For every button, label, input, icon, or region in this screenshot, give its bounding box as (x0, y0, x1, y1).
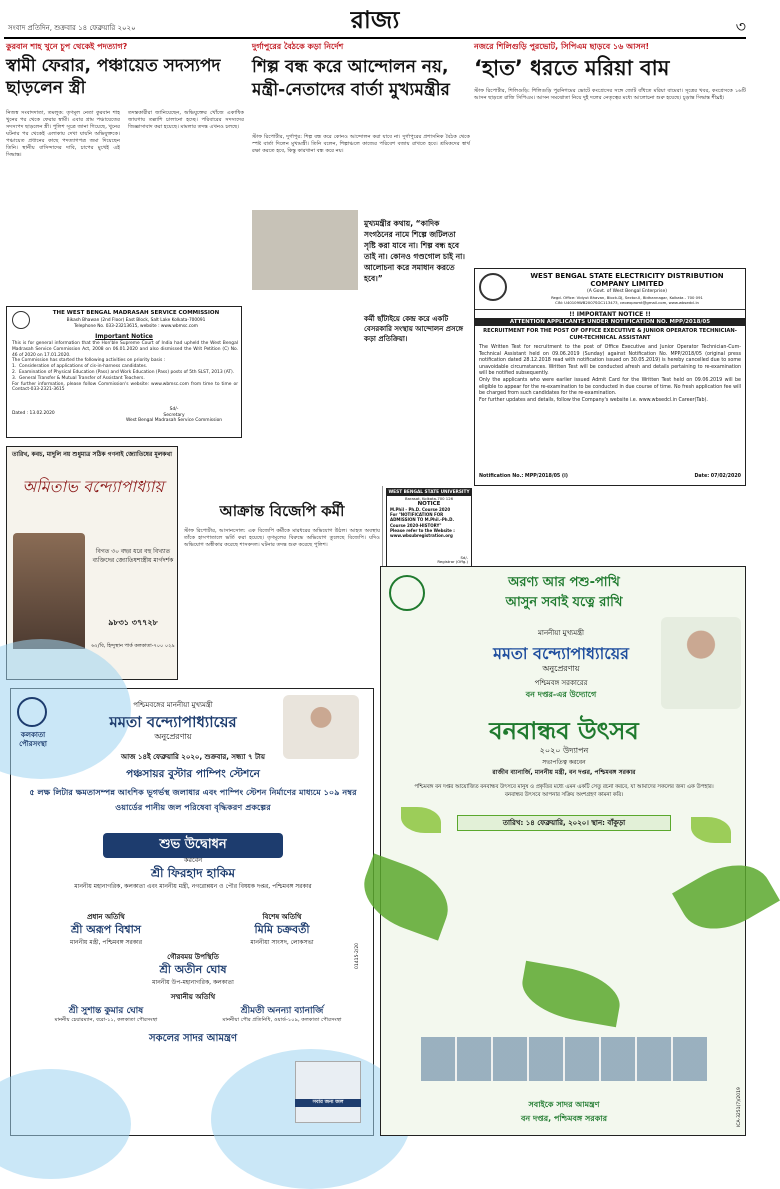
govt-seal-icon (389, 575, 425, 611)
ad-chief-role: মাননীয় মন্ত্রী, পশ্চিমবঙ্গ সরকার (69, 939, 143, 946)
notice-sign: Sd/- Secretary West Bengal Madrasah Service Commission (125, 407, 223, 423)
seal-icon (12, 311, 30, 329)
ad-inspire: অনুপ্রেরণায় (154, 732, 192, 741)
cm-photo (283, 695, 359, 759)
notice-attention: ATTENTION APPLICANTS UNDER NOTIFICATION NO. MPP/2018/05 (475, 318, 745, 326)
ad-inaugurate: শুভ উদ্বোধন (103, 833, 283, 858)
notice-body: The Written Test for recruitment to the post of Office Executive and Junior Operator Technician-Cum-Technical Assistant held on 09.06.2019 (Sunday) against Notification No. MPP/2018/05 (original press notification dated 28.12.2018 read with notification issued on 30.05.2019) is hereby cancelled due to some unavoidable circumstances. Written Test will be conducted afresh and details pertaining to re-examination will be notified subsequently. Only the applicants who were earlier issued Admit Card for the Written Test held on 09.06.2019 will be eligible to appear for the re-examination to be conducted in due course of time. No fresh application fee will be charged from such candidates for the re-examination. For further updates and details, follow the Company's website i.e. www.wbsedcl.in Career(Tab). (479, 345, 741, 403)
ad-honoured-1-role: মাননীয় চেয়ারম্যান, বরো-১১, কলকাতা পৌরসংস্থা (54, 1017, 158, 1023)
notice-sub: (A Govt. of West Bengal Enterprise) (587, 289, 667, 294)
astro-address: ৬২/বি, হিন্দুস্থান পার্ক কলকাতা-৭০০ ০২৯ (91, 643, 175, 649)
ad-chief-label: প্রধান অতিথি (87, 913, 125, 921)
ad-special: মিমি চক্রবর্তী (254, 923, 310, 936)
story-body: নিজস্ব সংবাদদাতা, তমলুক: তৃণমূল নেতা কুরবান শাহ খুনের পর থেকে ফেরার স্বামী। এবার গ্রাম পঞ্চায়েতের সদস্যপদ ছাড়লেন স্ত্রী। পুলিশ সূত্রে জানা গিয়েছে, খুনের ঘটনার পর থেকেই এলাকায় দেখা যায়নি অভিযুক্তকে। পঞ্চায়েত প্রধানের কাছে পদত্যাগপত্র জমা দিয়েছেন তিনি। স্থানীয় বাসিন্দাদের দাবি, চাপের মুখেই এই সিদ্ধান্ত। (6, 110, 122, 158)
ad-presides-label: সভাপতিত্ব করবেন (542, 759, 586, 766)
ad-venue: পঞ্চসায়র বুস্টার পাম্পিং স্টেশনে (126, 768, 260, 780)
notice-banner: !! IMPORTANT NOTICE !! (475, 309, 745, 318)
story-photo (252, 210, 358, 290)
story-resignation (6, 42, 246, 304)
forest-slogan-2: আসুন সবাই যত্নে রাখি (505, 595, 623, 610)
story-body: তদন্তকারীরা জানিয়েছেন, অভিযুক্তের খোঁজে একাধিক জায়গায় তল্লাশি চালানো হচ্ছে। পরিবারের সদস্যদের জিজ্ঞাসাবাদ করা হয়েছে। মামলার তদন্ত এখনও চলছে। (128, 110, 246, 130)
wbsedcl-logo-icon (479, 273, 507, 301)
notice-body: This is for general information that the Hon'ble Supreme Court of India had upheld the West Bengal Madrasah Service Commission Act, 2008 on 06.01.2020 and also dismissed the Writ Petition (C) No. 46 of 2020 on 17.01.2020. The Commission has started the following activities on priority basis : 1. Consideration of applications of cis-in-harness candidates. 2. Examination of Physical Education (Pass) and Work Education (Pass) posts of 5th SLST, 2013 (AT). 3. General Transfer & Mutual Transfer of Assistant Teachers. For further information, please follow Commission's website: www.wbmsc.com from time to time or Contact-033-2321-3615 (12, 341, 238, 393)
kmc-org: কলকাতা পৌরসংস্থা (19, 731, 47, 748)
forest-welcome: সবাইকে সাদর আমন্ত্রণ (528, 1100, 600, 1109)
story-pull-quote: মুখ্যমন্ত্রীর কথায়, “কাদিক সংগঠনের নামে শিল্পে জটিলতা সৃষ্টি করা যাবে না। শিল্প বন্ধ হবে তাই না। কোনও গণ্ডগোল চাই না। আলোচনা করে সমাধান করতে হবে।” (364, 219, 465, 283)
astro-phone: ৯৮৩১ ৩৭৭২৮ (108, 618, 158, 627)
ad-mayor: শ্রী ফিরহাদ হাকিম (150, 866, 235, 880)
astro-tagline: তারিখ, কবচ, মাদুলি নয় শুধুমাত্র সঠিক গণনাই জ্যোতিষের মূলকথা (11, 451, 172, 458)
water-logo-text: সবার জন্য জল (295, 1099, 361, 1107)
ad-special-label: বিশেষ অতিথি (262, 913, 302, 921)
ad-honoured-label: সম্মানীয় অতিথি (170, 993, 216, 1001)
forest-event-year: ২০২০ উদ্যাপন (539, 746, 589, 755)
astro-name: অমিতাভ বন্দ্যোপাধ্যায় (22, 477, 164, 496)
kmc-logo-icon (17, 697, 47, 727)
ad-inspire: অনুপ্রেরণায় (542, 664, 580, 673)
university-notice (386, 488, 472, 568)
ad-honoured-2-role: মাননীয়া পৌর প্রতিনিধি, ওয়ার্ড-১০৯, কলকাতা পৌরসংস্থা (222, 1017, 342, 1023)
ad-dept: বন দপ্তর-এর উদ্যোগে (525, 690, 597, 699)
ad-presence: শ্রী অতীন ঘোষ (159, 963, 227, 976)
notice-org: WEST BENGAL STATE ELECTRICITY DISTRIBUTION COMPANY LIMITED (530, 272, 724, 288)
page-header (0, 0, 750, 38)
ad-by: করবেন (183, 856, 203, 864)
story-headline: আক্রান্ত বিজেপি কর্মী (219, 502, 345, 520)
ad-govt: পশ্চিমবঙ্গ সরকারের (534, 679, 588, 687)
notice-address: Regd. Office: Vidyut Bhavan, Block-DJ, Sector-II, Bidhannagar, Kolkata - 700 091 CIN: U40109WB2007SGC113473, ceoexpromt@gmail.com, www.wbsedcl.in (551, 295, 703, 305)
notice-org: THE WEST BENGAL MADRASAH SERVICE COMMISSION (52, 310, 220, 316)
section-title: রাজ্য (350, 6, 400, 34)
ad-special-role: মাননীয়া সাংসদ, লোকসভা (250, 939, 314, 946)
story-headline: ‘হাত’ ধরতে মরিয়া বাম (474, 56, 670, 80)
story-subquote: কর্মী ছাঁটাইয়ে কেন্দ্র করে একটি বেসরকারি সংস্থায় আন্দোলন প্রসঙ্গে কড়া প্রতিক্রিয়া। (364, 315, 464, 343)
notice-body: M.Phil - Ph.D. Course 2020 For "NOTIFICATION FOR ADMISSION TO M.Phil.-Ph.D. Course 2020-HISTORY" Please refer to the Website : www.wbsubregistration.org (390, 507, 455, 539)
notice-address: Bikash Bhawan (2nd Floor) East Block, Salt Lake Kolkata-700091 (66, 318, 206, 323)
astrologer-photo (13, 533, 85, 649)
story-kicker: নজরে শিলিগুড়ি পুরভোট, সিপিএম ছাড়বে ১৬ আসন! (474, 42, 650, 51)
forest-date-venue: তারিখ: ১৪ ফেব্রুয়ারি, ২০২০। স্থান: বাঁকুড়া (457, 815, 671, 831)
header-dateline: সংবাদ প্রতিদিন, শুক্রবার ১৪ ফেব্রুয়ারি ২০২০ (8, 24, 136, 32)
ad-line: পশ্চিমবঙ্গের মাননীয়া মুখ্যমন্ত্রী (133, 701, 213, 709)
story-bjp (184, 486, 380, 682)
ad-presides: রাজীব ব্যানার্জি, মাননীয় মন্ত্রী, বন দপ্তর, পশ্চিমবঙ্গ সরকার (492, 769, 636, 776)
story-headline: শিল্প বন্ধ করে আন্দোলন নয়, মন্ত্রী-নেতাদের বার্তা মুখ্যমন্ত্রীর (252, 57, 450, 100)
ad-when: আজ ১৪ই ফেব্রুয়ারি ২০২০, শুক্রবার, সন্ধ্যা ৭ টায় (121, 753, 265, 761)
story-headline: স্বামী ফেরার, পঞ্চায়েত সদস্যপদ ছাড়লেন স্ত্রী (6, 56, 221, 98)
ad-presence-role: মাননীয় উপ-মহানাগরিক, কলকাতা (152, 979, 234, 986)
notice-org: WEST BENGAL STATE UNIVERSITY (388, 490, 470, 495)
wbsedcl-notice (474, 268, 746, 486)
ad-line: মাননীয়া মুখ্যমন্ত্রী (538, 629, 584, 637)
ad-chief: শ্রী অরূপ বিশ্বাস (70, 923, 142, 936)
notice-title: NOTICE (417, 501, 441, 507)
notice-date: Date: 07/02/2020 (694, 474, 741, 479)
notice-recruitment: RECRUITMENT FOR THE POST OF OFFICE EXECUTIVE & JUNIOR OPERATOR TECHNICIAN-CUM-TECHNICAL ASSISTANT (483, 328, 737, 341)
notice-phone: Telephone No. 033-23213615, website : www.wbmsc.com (74, 324, 198, 329)
ad-code: ICA-3251(7)/2019 (737, 1087, 742, 1127)
forest-collage (421, 1037, 707, 1081)
astro-desc: বিগত ৩০ বছর ধরে বহু বিখ্যাত ব্যক্তিদের জ্যোতিষশাস্ত্রীয় মার্গদর্শক (92, 548, 174, 564)
ad-cm-name: মমতা বন্দ্যোপাধ্যায়ের (109, 713, 237, 731)
ad-mayor-role: মাননীয় মহানাগরিক, কলকাতা এবং মাননীয় মন্ত্রী, নগরোন্নয়ন ও পৌর বিষয়ক দপ্তর, পশ্চিমবঙ্গ সরকার (74, 883, 312, 890)
forest-footer: বন দপ্তর, পশ্চিমবঙ্গ সরকার (520, 1114, 608, 1123)
story-kicker: কুরবান শাহ খুনে চুপ থেকেই পদত্যাগ? (6, 42, 128, 51)
water-logo (295, 1061, 361, 1123)
ad-presence-label: গৌরবময় উপস্থিতি (167, 953, 219, 961)
ad-code: 01415-2/20 (355, 942, 360, 969)
notice-number: Notification No.: MPP/2018/05 (i) (479, 474, 568, 479)
notice-title: Important Notice (95, 333, 153, 340)
story-industry (252, 42, 470, 478)
forest-event-title: বনবান্ধব উৎসব (489, 716, 639, 745)
notice-address: Barasat, Kolkata-700 126 (404, 496, 454, 501)
notice-sign: Sd/- Registrar (Offg.) (437, 554, 468, 565)
forest-festival-ad (380, 566, 746, 1136)
ad-honoured-1: শ্রী সুশান্ত কুমার ঘোষ (68, 1006, 144, 1016)
story-body: স্টাফ রিপোর্টার, আসানসোল: এক বিজেপি কর্মীকে মারধরের অভিযোগ উঠল। আহত অবস্থায় তাঁকে হাসপাতালে ভর্তি করা হয়েছে। তৃণমূলের বিরুদ্ধে অভিযোগ তুলেছে বিজেপি। যদিও অভিযোগ অস্বীকার করেছে শাসকদল। ঘটনার তদন্ত শুরু করেছে পুলিশ। (184, 528, 382, 548)
ad-cm-name: মমতা বন্দ্যোপাধ্যায়ের (493, 644, 629, 663)
ad-welcome: সকলের সাদর আমন্ত্রণ (148, 1033, 237, 1044)
page-number: ৩ (735, 17, 746, 36)
story-body: স্টাফ রিপোর্টার, শিলিগুড়ি: শিলিগুড়ি পুরনিগমের ভোটে কংগ্রেসের সঙ্গে জোট বাঁধতে মরিয়া বামেরা। সূত্রের খবর, কংগ্রেসকে ১৬টি আসন ছাড়তে রাজি সিপিএম। আসন সমঝোতা নিয়ে দুই দলের নেতৃত্বের মধ্যে আলোচনা শুরু হয়েছে। চূড়ান্ত সিদ্ধান্ত শীঘ্রই। (474, 88, 748, 101)
ad-project: ৫ লক্ষ লিটার ক্ষমতাসম্পন্ন আংশিক ভূগর্ভস্থ জলাধার এবং পাম্পিং স্টেশন নির্মাণের মাধ্যমে ১০৯ নম্বর ওয়ার্ডের পানীয় জল পরিষেবা বৃদ্ধিকরণ প্রকল্পের (29, 787, 357, 812)
story-kicker: দুর্গাপুরের বৈঠকে কড়া নির্দেশ (252, 42, 344, 51)
kmc-inauguration-ad (10, 688, 374, 1136)
forest-message: পশ্চিমবঙ্গ বন দপ্তর আয়োজিত বনবান্ধব উৎসবে মানুষ ও প্রকৃতির মধ্যে এমন একটি সেতু রচনা করবে, যা আমাদের সকলের জন্য এক উপহার। বনবান্ধব উৎসবে আপনার সক্রিয় অংশগ্রহণ কামনা করি। (414, 784, 714, 798)
story-left-congress (474, 42, 746, 266)
madrasah-notice (6, 306, 242, 438)
forest-slogan-1: অরণ্য আর পশু-পাখি (508, 575, 620, 590)
ad-honoured-2: শ্রীমতী অনন্যা ব্যানার্জি (240, 1006, 324, 1016)
story-body: স্টাফ রিপোর্টার, দুর্গাপুর: শিল্প বন্ধ করে কোনও আন্দোলন করা যাবে না। দুর্গাপুরের প্রশাসনিক বৈঠক থেকে স্পষ্ট বার্তা দিলেন মুখ্যমন্ত্রী। তিনি বলেন, শিল্পাঞ্চলে কাজের পরিবেশ বজায় রাখতে হবে। শ্রমিকদের স্বার্থ রক্ষা করতে হবে, কিন্তু কারখানা বন্ধ করে নয়। (252, 134, 472, 154)
notice-date: Dated : 13.02.2020 (12, 411, 55, 416)
